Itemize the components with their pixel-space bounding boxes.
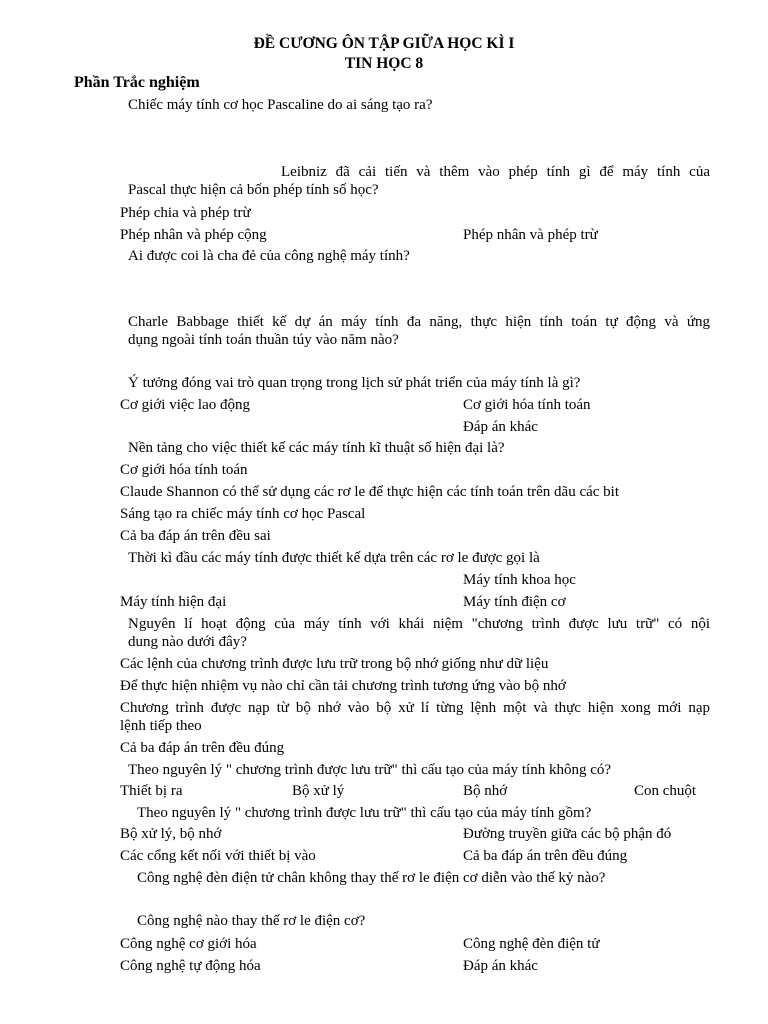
answer-option: Bộ nhớ [463,783,508,799]
question-text: Thời kì đầu các máy tính được thiết kế dựa trên các rơ le được gọi là [128,550,540,566]
answer-option: Công nghệ tự động hóa [120,958,261,974]
question-text: Ai được coi là cha đẻ của công nghệ máy tính? [128,248,410,264]
question-text: Charle Babbage thiết kế dự án máy tính đa năng, thực hiện tính toán tự động và ứng [128,314,710,330]
question-text: Ý tưởng đóng vai trò quan trọng trong lịch sử phát triển của máy tính là gì? [128,375,581,391]
answer-option: Để thực hiện nhiệm vụ nào chỉ cần tải chương trình tương ứng vào bộ nhớ [120,678,566,694]
answer-option: Chương trình được nạp từ bộ nhớ vào bộ xử lí từng lệnh một và thực hiện xong mới nạp [120,700,710,716]
answer-option: Máy tính điện cơ [463,594,566,610]
answer-option: Máy tính hiện đại [120,594,227,610]
answer-option: Công nghệ đèn điện tử [463,936,600,952]
answer-option: Đáp án khác [463,958,538,974]
answer-option: Cả ba đáp án trên đều sai [120,528,271,544]
answer-option: Cơ giới việc lao động [120,397,251,413]
answer-option: Công nghệ cơ giới hóa [120,936,257,952]
question-text: Nền tảng cho việc thiết kế các máy tính kĩ thuật số hiện đại là? [128,440,505,456]
answer-option: Claude Shannon có thể sử dụng các rơ le để thực hiện các tính toán trên dãu các bit [120,484,620,500]
section-heading: Phần Trắc nghiệm [74,74,200,91]
answer-option: lệnh tiếp theo [120,718,202,734]
question-text: Theo nguyên lý " chương trình được lưu trữ" thì cấu tạo của máy tính không có? [128,762,612,778]
answer-option: Con chuột [634,783,697,799]
answer-option: Phép nhân và phép cộng [120,227,267,243]
answer-option: Máy tính khoa học [463,572,576,588]
document-subtitle: TIN HỌC 8 [344,55,424,72]
answer-option: Đáp án khác [463,419,538,435]
question-text: Công nghệ nào thay thế rơ le điện cơ? [137,913,366,929]
answer-option: Cơ giới hóa tính toán [120,462,248,478]
answer-option: Các cổng kết nối với thiết bị vào [120,848,316,864]
answer-option: Sáng tạo ra chiếc máy tính cơ học Pascal [120,506,366,522]
question-text: Công nghệ đèn điện tử chân không thay thế rơ le điện cơ diễn vào thế kỷ nào? [137,870,606,886]
question-text: Theo nguyên lý " chương trình được lưu trữ" thì cấu tạo của máy tính gồm? [137,805,592,821]
question-text: Leibniz đã cải tiến và thêm vào phép tính gì để máy tính của [281,164,710,180]
answer-option: Phép nhân và phép trừ [463,227,598,243]
answer-option: Cơ giới hóa tính toán [463,397,591,413]
question-text: Chiếc máy tính cơ học Pascaline do ai sáng tạo ra? [128,97,433,113]
answer-option: Bộ xử lý, bộ nhớ [120,826,222,842]
document-title: ĐỀ CƯƠNG ÔN TẬP GIỮA HỌC KÌ I [253,35,515,52]
answer-option: Đường truyền giữa các bộ phận đó [463,826,672,842]
question-text: Pascal thực hiện cả bốn phép tính số học? [128,182,379,198]
answer-option: Thiết bị ra [120,783,183,799]
answer-option: Cả ba đáp án trên đều đúng [120,740,285,756]
question-text: Nguyên lí hoạt động của máy tính với khái niệm "chương trình được lưu trữ" có nội [128,616,710,632]
answer-option: Các lệnh của chương trình được lưu trữ trong bộ nhớ giống như dữ liệu [120,656,549,672]
answer-option: Cả ba đáp án trên đều đúng [463,848,628,864]
question-text: dung nào dưới đây? [128,634,247,650]
answer-option: Phép chia và phép trừ [120,205,251,221]
answer-option: Bộ xử lý [292,783,345,799]
question-text: dụng ngoài tính toán thuần túy vào năm nào? [128,332,399,348]
